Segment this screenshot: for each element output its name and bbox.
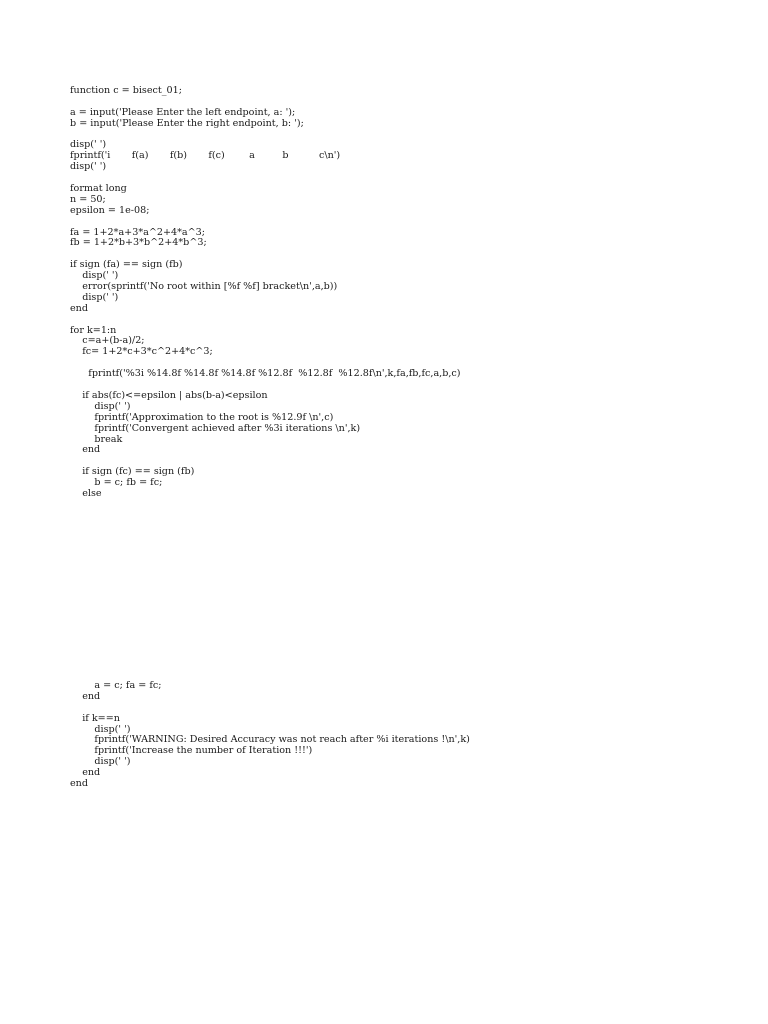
code-line: disp(' '): [70, 270, 119, 282]
code-line: fprintf('WARNING: Desired Accuracy was not reach after %i iterations !\n',k): [70, 734, 470, 746]
code-line: c=a+(b-a)/2;: [70, 335, 145, 347]
code-line: fa = 1+2*a+3*a^2+4*a^3;: [70, 226, 206, 238]
code-line: disp(' '): [70, 161, 107, 173]
code-line: fb = 1+2*b+3*b^2+4*b^3;: [70, 237, 207, 249]
code-line: else: [70, 487, 102, 499]
code-line: disp(' '): [70, 400, 131, 412]
code-line: if abs(fc)<=epsilon | abs(b-a)<epsilon: [70, 389, 268, 401]
code-line: epsilon = 1e-08;: [70, 204, 150, 216]
code-line: disp(' '): [70, 139, 107, 151]
code-line: end: [70, 302, 88, 314]
code-block-bottom: [70, 681, 470, 790]
code-line: fprintf('i f(a) f(b) f(c) a b c\n'): [70, 150, 341, 162]
code-line: end: [70, 767, 101, 779]
code-line: [70, 173, 461, 184]
code-line: disp(' '): [70, 723, 131, 735]
code-line: disp(' '): [70, 291, 119, 303]
code-line: n = 50;: [70, 193, 106, 205]
code-line: a = input('Please Enter the left endpoint, a: ');: [70, 106, 296, 118]
code-line: fprintf('Approximation to the root is %12.9f \n',c): [70, 411, 334, 423]
code-line: fprintf('%3i %14.8f %14.8f %14.8f %12.8f %12.8f %12.8f\n',k,fa,fb,fc,a,b,c): [70, 368, 461, 380]
code-line: end: [70, 778, 88, 790]
code-line: b = input('Please Enter the right endpoint, b: ');: [70, 117, 304, 129]
code-line: a = c; fa = fc;: [70, 680, 162, 691]
code-line: if sign (fa) == sign (fb): [70, 259, 183, 271]
code-block-top: [70, 86, 461, 500]
code-line: fprintf('Increase the number of Iteration !!!'): [70, 745, 313, 757]
code-line: if k==n: [70, 712, 120, 724]
code-line: for k=1:n: [70, 324, 117, 336]
code-line: disp(' '): [70, 756, 131, 768]
code-line: format long: [70, 183, 127, 195]
code-line: if sign (fc) == sign (fb): [70, 466, 195, 478]
code-line: b = c; fb = fc;: [70, 477, 163, 489]
code-line: function c = bisect_01;: [70, 85, 182, 96]
code-line: [70, 130, 461, 141]
code-line: [70, 315, 461, 326]
code-line: error(sprintf('No root within [%f %f] bracket\n',a,b)): [70, 281, 338, 293]
code-line: end: [70, 690, 101, 702]
code-line: fprintf('Convergent achieved after %3i iterations \n',k): [70, 422, 361, 434]
code-line: [70, 703, 470, 714]
code-line: fc= 1+2*c+3*c^2+4*c^3;: [70, 346, 213, 358]
code-line: break: [70, 433, 123, 445]
code-line: end: [70, 444, 101, 456]
code-line: [70, 217, 461, 228]
